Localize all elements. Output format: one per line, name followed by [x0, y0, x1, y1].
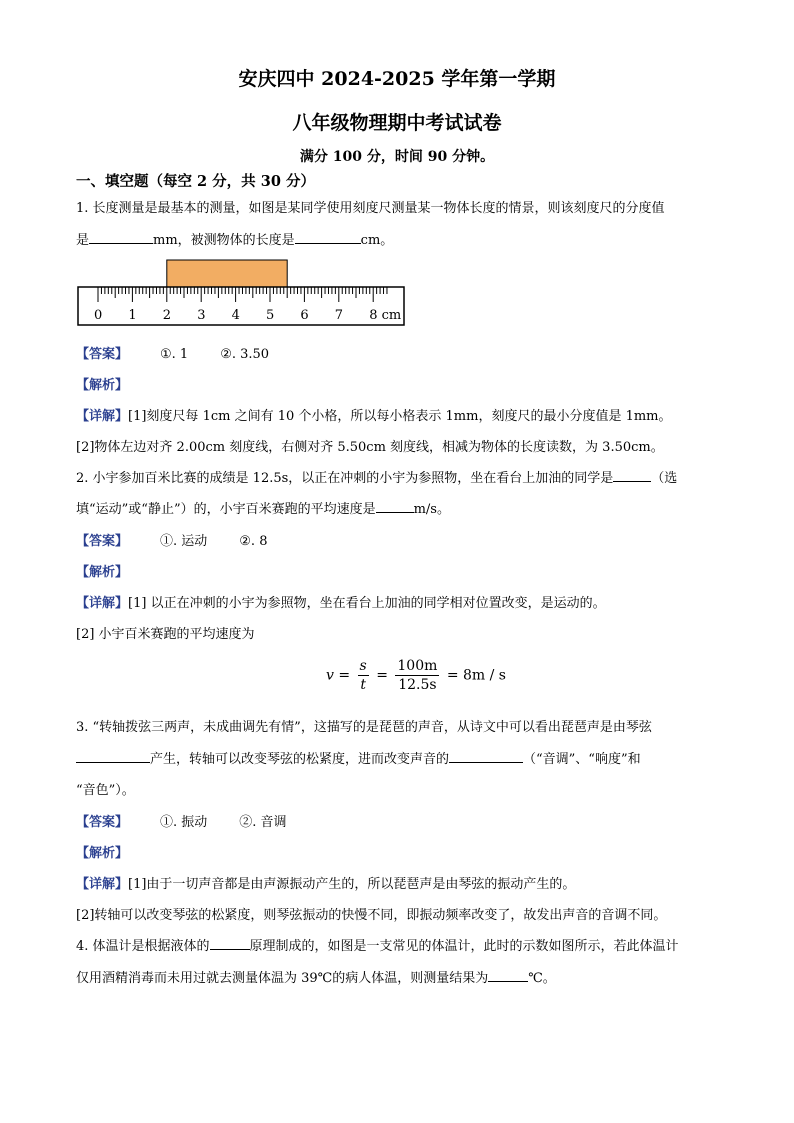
q2-line1: 2. 小宇参加百米比赛的成绩是 12.5s，以正在冲刺的小宇为参照物，坐在看台上加油的同学是 （选 [76, 471, 678, 486]
answer-blank [449, 750, 523, 763]
answer-label: 【答案】 [76, 815, 129, 830]
q3-line2: 产生，转轴可以改变琴弦的松紧度，进而改变声音的 （“音调”、“响度”和 [76, 748, 641, 767]
answer-blank [376, 500, 414, 513]
ruler-diagram [76, 257, 406, 329]
ruler-tick-label: 8 cm [369, 308, 402, 323]
ruler-svg [76, 257, 406, 329]
q1-answer-2: ②. 3.50 [220, 347, 270, 362]
q2-line2: 填“运动”或“静止”）的，小宇百米赛跑的平均速度是 m/s。 [76, 502, 450, 517]
ruler-tick-label: 0 [94, 308, 103, 323]
ruler-tick-label: 1 [128, 308, 137, 323]
q1-answer-row [76, 343, 269, 362]
ruler-tick-label: 6 [300, 308, 309, 323]
ruler-tick-label: 7 [334, 308, 344, 323]
ruler-tick-label: 4 [231, 308, 240, 323]
q2-answer-2: ②. 8 [239, 534, 268, 549]
q1-detail-1: 【详解】[1]刻度尺每 1cm 之间有 10 个小格，所以每小格表示 1mm，刻度尺的最小分度值是 1mm。 [76, 409, 672, 424]
speed-formula: v = $\frac{s}{t}$ = $\frac{100m}{12.5s}$ = 8m / s [326, 658, 506, 693]
ruler-body [78, 287, 404, 325]
q3-line1: 3. “转轴拨弦三两声，未成曲调先有情”，这描写的是琵琶的声音，从诗文中可以看出琵琶声是由琴弦 [76, 720, 652, 735]
q3-line3: “音色”）。 [76, 783, 135, 798]
analysis-label: 【解析】 [76, 846, 129, 861]
answer-blank [89, 231, 153, 244]
q2-detail-1: 【详解】[1] 以正在冲刺的小宇为参照物，坐在看台上加油的同学相对位置改变，是运动的。 [76, 596, 606, 611]
answer-label: 【答案】 [76, 534, 129, 549]
q3-answer-2: ②. 音调 [239, 815, 287, 830]
q1-answer-1: ①. 1 [160, 347, 189, 362]
answer-blank [76, 750, 150, 763]
measured-object [167, 260, 287, 287]
page-title: 安庆四中 2024-2025 学年第一学期 [238, 68, 556, 90]
answer-blank [295, 231, 361, 244]
q3-detail-2: [2]转轴可以改变琴弦的松紧度，则琴弦振动的快慢不同，即振动频率改变了，故发出声音的音调不同。 [76, 908, 667, 923]
q2-answer-1: ①. 运动 [160, 534, 208, 549]
exam-info: 满分 100 分，时间 90 分钟。 [299, 149, 495, 165]
q1-line2: 是 mm，被测物体的长度是 cm。 [76, 233, 394, 248]
q1-detail-2: [2]物体左边对齐 2.00cm 刻度线，右侧对齐 5.50cm 刻度线，相减为物体的长度读数，为 3.50cm。 [76, 440, 664, 455]
analysis-label: 【解析】 [76, 378, 129, 393]
answer-label: 【答案】 [76, 347, 129, 362]
q3-answer-row [76, 811, 287, 830]
q4-line1: 4. 体温计是根据液体的 原理制成的，如图是一支常见的体温计，此时的示数如图所示，若此体温计 [76, 939, 679, 954]
q1-line1: 1. 长度测量是最基本的测量，如图是某同学使用刻度尺测量某一物体长度的情景，则该刻度尺的分度值 [76, 201, 665, 216]
q4-line2: 仅用酒精消毒而未用过就去测量体温为 39℃的病人体温，则测量结果为 ℃。 [76, 971, 556, 986]
q2-answer-row [76, 530, 267, 549]
analysis-label: 【解析】 [76, 565, 129, 580]
answer-blank [210, 937, 250, 950]
ruler-tick-label: 3 [197, 308, 206, 323]
q3-detail-1: 【详解】[1]由于一切声音都是由声源振动产生的，所以琵琶声是由琴弦的振动产生的。 [76, 877, 576, 892]
answer-blank [488, 969, 528, 982]
ruler-tick-label: 2 [162, 308, 172, 323]
exam-title: 八年级物理期中考试试卷 [292, 112, 502, 134]
answer-blank [613, 469, 651, 482]
q2-detail-2: [2] 小宇百米赛跑的平均速度为 [76, 627, 255, 642]
q3-answer-1: ①. 振动 [160, 815, 208, 830]
section-heading: 一、填空题（每空 2 分，共 30 分） [76, 173, 315, 190]
ruler-tick-label: 5 [266, 308, 275, 323]
